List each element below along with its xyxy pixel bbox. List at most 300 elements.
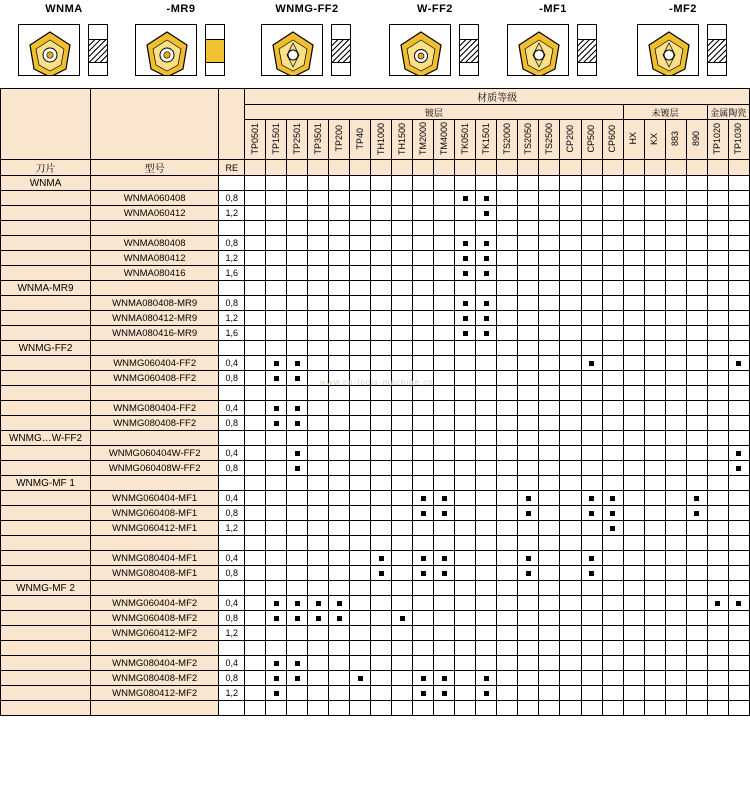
header-grade-TS2000 <box>497 120 518 160</box>
row-model[interactable]: WNMA080408-MR9 <box>91 296 219 311</box>
row-mark-890 <box>686 491 707 506</box>
row-mark-TP1020 <box>707 326 728 341</box>
row-mark-883 <box>665 416 686 431</box>
grade-mark-dot <box>463 301 468 306</box>
spacer-mark-4 <box>329 641 350 656</box>
header-grade-CP200 <box>560 120 581 160</box>
row-mark-883 <box>665 446 686 461</box>
header-grade-spacer-1 <box>266 160 287 176</box>
gallery-item-art <box>135 18 227 80</box>
row-mark-TP1501 <box>266 191 287 206</box>
row-mark-TP200 <box>329 626 350 641</box>
group-mark-blank-1 <box>266 431 287 446</box>
row-model[interactable]: WNMG060404-MF1 <box>91 491 219 506</box>
row-mark-TP1501 <box>266 596 287 611</box>
row-mark-TP2501 <box>287 461 308 476</box>
group-mark-blank-20 <box>665 341 686 356</box>
spacer-mark-10 <box>455 536 476 551</box>
header-grade-TK0501 <box>455 120 476 160</box>
group-mark-blank-2 <box>287 581 308 596</box>
row-group-blank <box>1 491 91 506</box>
row-mark-TH1000 <box>371 206 392 221</box>
row-mark-TP40 <box>350 506 371 521</box>
row-model[interactable]: WNMG060408-MF1 <box>91 506 219 521</box>
spacer-mark-18 <box>623 221 644 236</box>
grade-label: TH1000 <box>375 122 386 155</box>
spacer-mark-20 <box>665 221 686 236</box>
row-mark-TK0501 <box>455 356 476 371</box>
grade-mark-dot <box>610 526 615 531</box>
row-mark-TS2000 <box>497 566 518 581</box>
row-mark-TK0501 <box>455 206 476 221</box>
group-mark-blank-15 <box>560 431 581 446</box>
row-mark-TP1020 <box>707 191 728 206</box>
row-mark-TK0501 <box>455 611 476 626</box>
table-row <box>1 371 750 386</box>
row-mark-TH1000 <box>371 461 392 476</box>
row-mark-TK1501 <box>476 296 497 311</box>
grade-mark-dot <box>316 616 321 621</box>
group-mark-blank-8 <box>413 341 434 356</box>
row-mark-890 <box>686 401 707 416</box>
row-model[interactable]: WNMG080404-MF2 <box>91 656 219 671</box>
spacer-model <box>91 536 219 551</box>
header-re: RE <box>219 160 245 176</box>
grade-mark-dot <box>589 571 594 576</box>
spacer-group <box>1 536 91 551</box>
group-mark-blank-11 <box>476 341 497 356</box>
row-mark-TK1501 <box>476 596 497 611</box>
group-mark-blank-7 <box>392 281 413 296</box>
grade-label: TP200 <box>333 125 344 152</box>
grade-mark-dot <box>274 616 279 621</box>
grade-mark-dot <box>694 496 699 501</box>
row-mark-TM2000 <box>413 446 434 461</box>
grade-mark-dot <box>610 496 615 501</box>
row-mark-TM4000 <box>434 266 455 281</box>
row-mark-TP1501 <box>266 236 287 251</box>
row-mark-CP200 <box>560 671 581 686</box>
row-mark-CP600 <box>602 461 623 476</box>
row-mark-TP0501 <box>245 596 266 611</box>
row-mark-TP2501 <box>287 401 308 416</box>
group-mark-blank-19 <box>644 476 665 491</box>
row-mark-CP500 <box>581 566 602 581</box>
group-mark-blank-2 <box>287 476 308 491</box>
row-model[interactable]: WNMA080416-MR9 <box>91 326 219 341</box>
spacer-mark-4 <box>329 386 350 401</box>
row-mark-TP200 <box>329 671 350 686</box>
header-grade-TH1500 <box>392 120 413 160</box>
row-model[interactable]: WNMG060408W-FF2 <box>91 461 219 476</box>
row-mark-TP1020 <box>707 551 728 566</box>
grade-mark-dot <box>463 331 468 336</box>
row-mark-TP1030 <box>728 506 749 521</box>
row-mark-883 <box>665 326 686 341</box>
spacer-row <box>1 536 750 551</box>
row-mark-CP500 <box>581 506 602 521</box>
row-re: 0,4 <box>219 401 245 416</box>
row-mark-TP2501 <box>287 446 308 461</box>
row-mark-TP3501 <box>308 626 329 641</box>
spacer-mark-10 <box>455 641 476 656</box>
row-mark-TP200 <box>329 551 350 566</box>
row-mark-TH1500 <box>392 371 413 386</box>
row-mark-TH1500 <box>392 656 413 671</box>
group-mark-blank-19 <box>644 176 665 191</box>
row-mark-CP200 <box>560 656 581 671</box>
row-model[interactable]: WNMG080408-MF1 <box>91 566 219 581</box>
row-mark-TP1501 <box>266 566 287 581</box>
row-mark-TP200 <box>329 506 350 521</box>
row-model[interactable]: WNMA080416 <box>91 266 219 281</box>
row-mark-TP0501 <box>245 461 266 476</box>
spacer-mark-22 <box>707 386 728 401</box>
header-grade-spacer-10 <box>455 160 476 176</box>
row-mark-HX <box>623 491 644 506</box>
row-mark-TP1020 <box>707 356 728 371</box>
group-mark-blank-0 <box>245 431 266 446</box>
row-mark-TP2501 <box>287 671 308 686</box>
row-mark-CP500 <box>581 296 602 311</box>
row-model[interactable]: WNMG060404-FF2 <box>91 356 219 371</box>
spacer-mark-18 <box>623 536 644 551</box>
row-model[interactable]: WNMG060404-MF2 <box>91 596 219 611</box>
row-mark-CP200 <box>560 686 581 701</box>
row-mark-CP200 <box>560 371 581 386</box>
grade-mark-dot <box>379 571 384 576</box>
row-mark-TK0501 <box>455 326 476 341</box>
group-mark-blank-10 <box>455 581 476 596</box>
row-mark-TP1501 <box>266 311 287 326</box>
grade-label: CP600 <box>607 124 618 153</box>
row-mark-TS2000 <box>497 311 518 326</box>
spacer-mark-10 <box>455 386 476 401</box>
row-mark-TP2501 <box>287 311 308 326</box>
grade-label: 883 <box>670 131 681 147</box>
row-mark-TP0501 <box>245 266 266 281</box>
row-mark-TH1000 <box>371 251 392 266</box>
row-mark-TH1000 <box>371 626 392 641</box>
row-mark-TP2501 <box>287 191 308 206</box>
row-mark-TK1501 <box>476 356 497 371</box>
row-mark-TK1501 <box>476 401 497 416</box>
group-row <box>1 176 750 191</box>
grade-mark-dot <box>295 661 300 666</box>
insert-shape-icon <box>135 24 197 76</box>
row-re: 1,2 <box>219 251 245 266</box>
group-mark-blank-10 <box>455 281 476 296</box>
row-mark-CP600 <box>602 521 623 536</box>
grade-mark-dot <box>484 301 489 306</box>
grade-label: TP0501 <box>249 122 260 155</box>
row-model[interactable]: WNMG080404-FF2 <box>91 401 219 416</box>
row-mark-TS2050 <box>518 326 539 341</box>
row-mark-TS2000 <box>497 296 518 311</box>
row-mark-TS2500 <box>539 611 560 626</box>
grade-label: TK1501 <box>480 122 491 155</box>
group-mark-blank-8 <box>413 581 434 596</box>
group-mark-blank-14 <box>539 431 560 446</box>
grade-mark-dot <box>295 406 300 411</box>
row-mark-KX <box>644 626 665 641</box>
row-mark-TP2501 <box>287 326 308 341</box>
row-mark-CP500 <box>581 611 602 626</box>
row-mark-CP500 <box>581 671 602 686</box>
row-mark-TS2500 <box>539 671 560 686</box>
group-mark-blank-1 <box>266 581 287 596</box>
row-mark-TP1501 <box>266 296 287 311</box>
row-mark-TH1000 <box>371 356 392 371</box>
row-re: 0,4 <box>219 446 245 461</box>
group-mark-blank-23 <box>728 431 749 446</box>
row-mark-TK0501 <box>455 626 476 641</box>
row-mark-TP1501 <box>266 356 287 371</box>
row-mark-TP40 <box>350 491 371 506</box>
row-mark-HX <box>623 521 644 536</box>
row-mark-TP200 <box>329 656 350 671</box>
row-mark-883 <box>665 401 686 416</box>
row-mark-TP0501 <box>245 611 266 626</box>
row-re: 0,8 <box>219 506 245 521</box>
grade-label: TP1501 <box>270 122 281 155</box>
row-group-blank <box>1 656 91 671</box>
table-row-partial <box>1 701 750 716</box>
row-mark-TH1500 <box>392 491 413 506</box>
row-model[interactable]: WNMG080408-MF2 <box>91 671 219 686</box>
row-mark-TS2500 <box>539 506 560 521</box>
grade-mark-dot <box>421 556 426 561</box>
row-model[interactable]: WNMG060408-MF2 <box>91 611 219 626</box>
insert-shape-icon <box>18 24 80 76</box>
spacer-mark-21 <box>686 386 707 401</box>
row-mark-CP500 <box>581 251 602 266</box>
row-mark-TS2000 <box>497 356 518 371</box>
grade-label: 890 <box>691 131 702 147</box>
row-mark-TS2000 <box>497 521 518 536</box>
row-mark-TP1501 <box>266 551 287 566</box>
group-mark-blank-10 <box>455 176 476 191</box>
row-mark-TP0501 <box>245 506 266 521</box>
row-model[interactable]: WNMA080412-MR9 <box>91 311 219 326</box>
row-mark-TK1501 <box>476 551 497 566</box>
row-mark-TS2500 <box>539 491 560 506</box>
table-row <box>1 311 750 326</box>
row-group-blank <box>1 626 91 641</box>
row-mark-TP40 <box>350 671 371 686</box>
row-mark-TP1501 <box>266 446 287 461</box>
grade-mark-dot <box>316 601 321 606</box>
header-grade-TP0501 <box>245 120 266 160</box>
table-row <box>1 191 750 206</box>
group-mark-blank-0 <box>245 476 266 491</box>
group-row <box>1 476 750 491</box>
row-mark-TP1020 <box>707 566 728 581</box>
row-mark-TM4000 <box>434 191 455 206</box>
header-coated: 镀层 <box>245 105 623 120</box>
row-mark-TM4000 <box>434 206 455 221</box>
header-grade-TH1000 <box>371 120 392 160</box>
row-mark-KX <box>644 551 665 566</box>
row-mark-TP40 <box>350 461 371 476</box>
group-mark-blank-17 <box>602 281 623 296</box>
row-mark-TP1501 <box>266 251 287 266</box>
row-model[interactable]: WNMG060408-FF2 <box>91 371 219 386</box>
row-mark-TP3501 <box>308 401 329 416</box>
row-model[interactable]: WNMG060412-MF2 <box>91 626 219 641</box>
row-re <box>219 701 245 716</box>
row-mark-TK1501 <box>476 326 497 341</box>
row-mark-883 <box>665 626 686 641</box>
row-mark-TP200 <box>329 326 350 341</box>
row-model[interactable]: WNMG080404-MF1 <box>91 551 219 566</box>
row-mark-TH1500 <box>392 701 413 716</box>
spacer-model <box>91 386 219 401</box>
group-mark-blank-5 <box>350 431 371 446</box>
row-mark-CP500 <box>581 446 602 461</box>
row-model[interactable]: WNMG080408-FF2 <box>91 416 219 431</box>
row-model[interactable]: WNMG060412-MF1 <box>91 521 219 536</box>
row-re: 1,2 <box>219 311 245 326</box>
row-model[interactable]: WNMA080408 <box>91 236 219 251</box>
spacer-mark-17 <box>602 221 623 236</box>
row-mark-883 <box>665 191 686 206</box>
row-mark-TS2050 <box>518 371 539 386</box>
row-mark-TS2050 <box>518 251 539 266</box>
group-mark-blank-7 <box>392 476 413 491</box>
row-mark-TH1500 <box>392 326 413 341</box>
group-mark-blank-9 <box>434 341 455 356</box>
grade-label: TM2000 <box>417 122 428 156</box>
grade-mark-dot <box>295 361 300 366</box>
row-mark-883 <box>665 656 686 671</box>
spacer-mark-11 <box>476 536 497 551</box>
group-mark-blank-14 <box>539 176 560 191</box>
row-mark-TP1020 <box>707 596 728 611</box>
row-mark-KX <box>644 686 665 701</box>
row-mark-CP200 <box>560 551 581 566</box>
spacer-mark-3 <box>308 641 329 656</box>
insert-side-view-icon <box>459 24 479 76</box>
row-mark-CP500 <box>581 701 602 716</box>
group-mark-blank-8 <box>413 176 434 191</box>
group-mark-blank-17 <box>602 431 623 446</box>
row-mark-TM2000 <box>413 551 434 566</box>
row-model[interactable]: WNMG080412-MF2 <box>91 686 219 701</box>
row-mark-TP1501 <box>266 506 287 521</box>
table-row <box>1 461 750 476</box>
row-mark-TP1020 <box>707 686 728 701</box>
row-mark-TP3501 <box>308 491 329 506</box>
row-model[interactable]: WNMG060404W-FF2 <box>91 446 219 461</box>
spacer-mark-5 <box>350 221 371 236</box>
spacer-mark-4 <box>329 221 350 236</box>
row-mark-TP2501 <box>287 416 308 431</box>
spacer-mark-22 <box>707 221 728 236</box>
row-mark-HX <box>623 611 644 626</box>
row-mark-TS2000 <box>497 236 518 251</box>
row-mark-TK1501 <box>476 566 497 581</box>
row-model[interactable]: WNMA060408 <box>91 191 219 206</box>
row-mark-TS2500 <box>539 236 560 251</box>
header-grade-spacer-9 <box>434 160 455 176</box>
header-grade-TP200 <box>329 120 350 160</box>
header-grade-spacer-2 <box>287 160 308 176</box>
grade-mark-dot <box>442 556 447 561</box>
row-mark-TK0501 <box>455 596 476 611</box>
row-mark-TP3501 <box>308 266 329 281</box>
row-mark-HX <box>623 656 644 671</box>
row-mark-TP1501 <box>266 521 287 536</box>
row-mark-CP500 <box>581 191 602 206</box>
group-mark-blank-12 <box>497 476 518 491</box>
grade-label: TP2501 <box>291 122 302 155</box>
row-mark-TS2050 <box>518 701 539 716</box>
grade-mark-dot <box>463 316 468 321</box>
row-mark-TH1500 <box>392 551 413 566</box>
row-mark-KX <box>644 701 665 716</box>
row-mark-TM4000 <box>434 506 455 521</box>
spacer-mark-9 <box>434 641 455 656</box>
header-grade-890 <box>686 120 707 160</box>
gallery-item-art <box>637 18 729 80</box>
row-mark-TH1500 <box>392 446 413 461</box>
row-mark-TP1030 <box>728 566 749 581</box>
grade-mark-dot <box>484 241 489 246</box>
row-mark-CP600 <box>602 611 623 626</box>
row-mark-890 <box>686 521 707 536</box>
row-mark-TP0501 <box>245 296 266 311</box>
row-mark-TP3501 <box>308 671 329 686</box>
row-group-blank <box>1 551 91 566</box>
row-mark-TS2000 <box>497 371 518 386</box>
row-mark-TP2501 <box>287 506 308 521</box>
row-model[interactable]: WNMA080412 <box>91 251 219 266</box>
spacer-mark-12 <box>497 641 518 656</box>
header-grade-spacer-19 <box>644 160 665 176</box>
spacer-model <box>91 641 219 656</box>
header-grade-spacer-18 <box>623 160 644 176</box>
group-name-1: WNMA-MR9 <box>1 281 91 296</box>
row-re: 0,8 <box>219 371 245 386</box>
row-mark-TH1500 <box>392 461 413 476</box>
group-mark-blank-10 <box>455 476 476 491</box>
spacer-mark-6 <box>371 221 392 236</box>
row-mark-TP2501 <box>287 551 308 566</box>
row-mark-TM2000 <box>413 251 434 266</box>
group-mark-blank-7 <box>392 431 413 446</box>
grade-label: TP1020 <box>712 122 723 155</box>
grade-mark-dot <box>295 466 300 471</box>
row-mark-TP3501 <box>308 446 329 461</box>
header-grade-TP2501 <box>287 120 308 160</box>
row-mark-TM4000 <box>434 401 455 416</box>
group-mark-blank-20 <box>665 281 686 296</box>
row-mark-TP40 <box>350 446 371 461</box>
spacer-mark-11 <box>476 641 497 656</box>
spacer-mark-20 <box>665 536 686 551</box>
row-mark-TP40 <box>350 551 371 566</box>
row-mark-TS2000 <box>497 251 518 266</box>
group-mark-blank-17 <box>602 341 623 356</box>
row-model[interactable]: WNMA060412 <box>91 206 219 221</box>
row-mark-TP3501 <box>308 251 329 266</box>
grade-mark-dot <box>274 361 279 366</box>
spacer-mark-19 <box>644 536 665 551</box>
grade-label: TK0501 <box>459 122 470 155</box>
row-mark-TP3501 <box>308 701 329 716</box>
row-mark-TP3501 <box>308 236 329 251</box>
